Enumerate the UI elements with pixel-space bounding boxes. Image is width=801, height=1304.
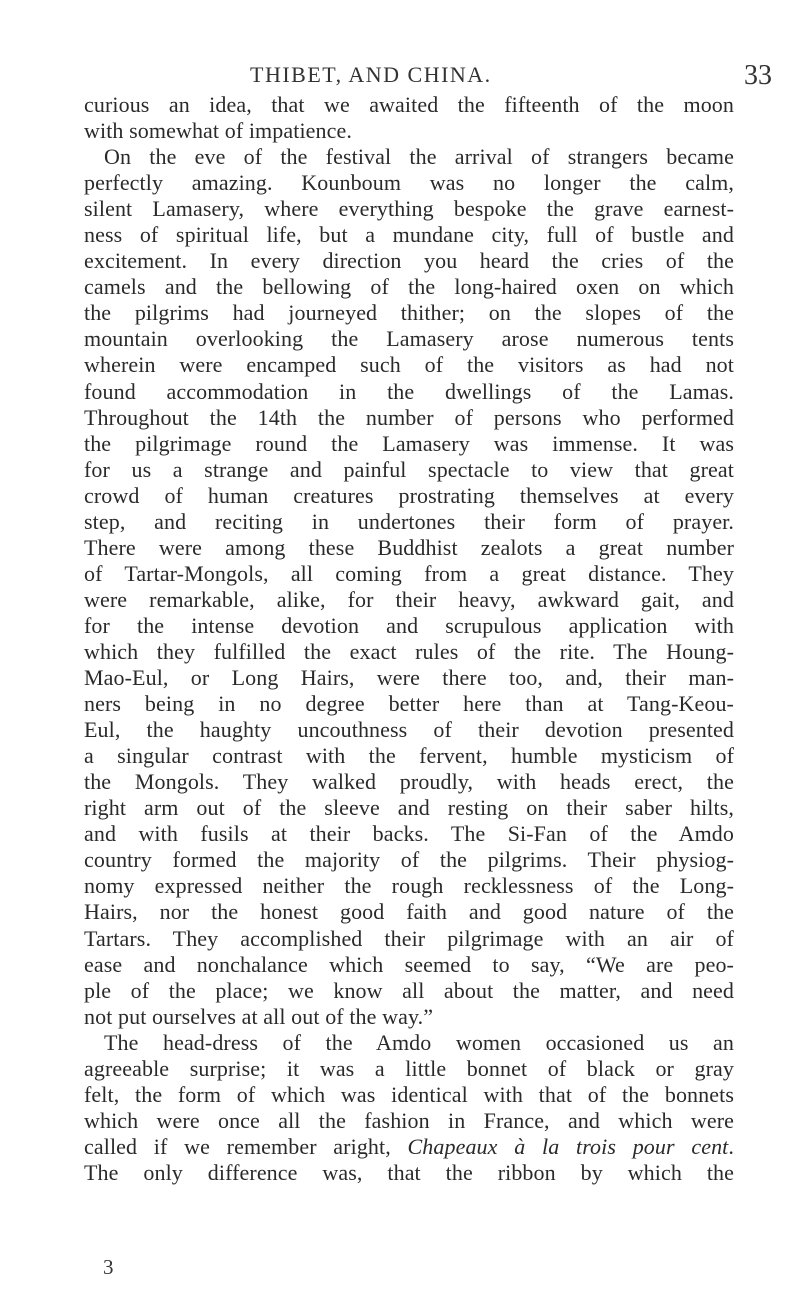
text-line: The only difference was, that the ribbon by which the bbox=[84, 1159, 734, 1185]
text-line: and with fusils at their backs. The Si-Fan of the Amdo bbox=[84, 821, 734, 847]
text-line: ness of spiritual life, but a mundane city, full of bustle and bbox=[84, 222, 734, 248]
text-line: The head-dress of the Amdo women occasioned us an bbox=[104, 1029, 734, 1055]
text-line: Hairs, nor the honest good faith and good nature of the bbox=[84, 899, 734, 925]
text-line: found accommodation in the dwellings of the Lamas. bbox=[84, 378, 734, 404]
text-line: Tartars. They accomplished their pilgrimage with an air of bbox=[84, 925, 734, 951]
text-line: right arm out of the sleeve and resting on their saber hilts, bbox=[84, 795, 734, 821]
text-line: for the intense devotion and scrupulous application with bbox=[84, 612, 734, 638]
body-text bbox=[84, 92, 734, 1186]
text-line: Throughout the 14th the number of persons who performed bbox=[84, 404, 734, 430]
text-line: the pilgrimage round the Lamasery was immense. It was bbox=[84, 430, 734, 456]
text-line: Mao-Eul, or Long Hairs, were there too, and, their man- bbox=[84, 665, 734, 691]
text-line: curious an idea, that we awaited the fifteenth of the moon bbox=[84, 92, 734, 117]
text-line: crowd of human creatures prostrating themselves at every bbox=[84, 482, 734, 508]
text-line: for us a strange and painful spectacle to view that great bbox=[84, 456, 734, 482]
text-line: called if we remember aright, Chapeaux à la trois pour cent. bbox=[84, 1133, 734, 1159]
text-line: perfectly amazing. Kounboum was no longer the calm, bbox=[84, 170, 734, 196]
text-line: felt, the form of which was identical with that of the bonnets bbox=[84, 1081, 734, 1107]
text-line: mountain overlooking the Lamasery arose numerous tents bbox=[84, 326, 734, 352]
text-line: the Mongols. They walked proudly, with heads erect, the bbox=[84, 769, 734, 795]
signature-mark: 3 bbox=[103, 1255, 114, 1279]
text-line: excitement. In every direction you heard the cries of the bbox=[84, 248, 734, 274]
text-line: ners being in no degree better here than at Tang-Keou- bbox=[84, 691, 734, 717]
text-line: of Tartar-Mongols, all coming from a great distance. They bbox=[84, 560, 734, 586]
text-line: silent Lamasery, where everything bespoke the grave earnest- bbox=[84, 196, 734, 222]
text-line: country formed the majority of the pilgrims. Their physiog- bbox=[84, 847, 734, 873]
text-line: Eul, the haughty uncouthness of their devotion presented bbox=[84, 717, 734, 743]
text-line: agreeable surprise; it was a little bonnet of black or gray bbox=[84, 1055, 734, 1081]
text-line: ple of the place; we know all about the matter, and need bbox=[84, 977, 734, 1003]
text-line: ease and nonchalance which seemed to say, “We are peo- bbox=[84, 951, 734, 977]
running-title: THIBET, AND CHINA. bbox=[250, 62, 492, 87]
page-number: 33 bbox=[744, 60, 772, 91]
text-line: not put ourselves at all out of the way.” bbox=[84, 1003, 434, 1029]
text-line: nomy expressed neither the rough recklessness of the Long- bbox=[84, 873, 734, 899]
italic-phrase: Chapeaux à la trois pour cent bbox=[407, 1133, 729, 1159]
text-line: a singular contrast with the fervent, humble mysticism of bbox=[84, 743, 734, 769]
text-line: step, and reciting in undertones their form of prayer. bbox=[84, 508, 734, 534]
text-line: with somewhat of impatience. bbox=[84, 118, 352, 144]
text-line: wherein were encamped such of the visitors as had not bbox=[84, 352, 734, 378]
text-line: which they fulfilled the exact rules of the rite. The Houng- bbox=[84, 638, 734, 664]
text-line: which were once all the fashion in France, and which were bbox=[84, 1107, 734, 1133]
text-line: On the eve of the festival the arrival of strangers became bbox=[104, 144, 734, 170]
text-line: There were among these Buddhist zealots a great number bbox=[84, 534, 734, 560]
text-line: the pilgrims had journeyed thither; on the slopes of the bbox=[84, 300, 734, 326]
text-line: were remarkable, alike, for their heavy, awkward gait, and bbox=[84, 586, 734, 612]
text-line: camels and the bellowing of the long-haired oxen on which bbox=[84, 274, 734, 300]
